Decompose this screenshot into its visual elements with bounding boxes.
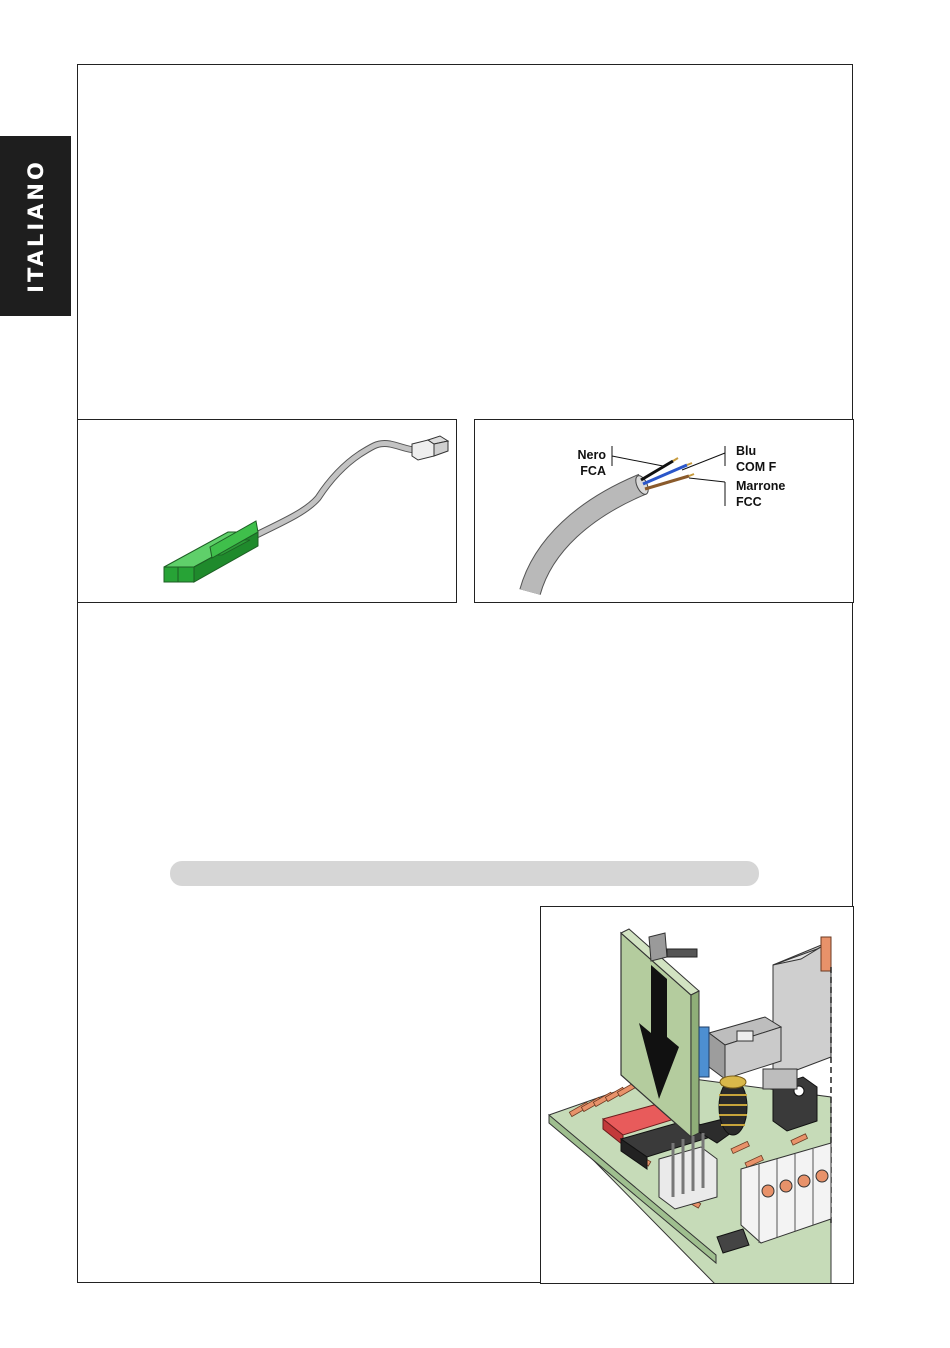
green-connector [164,521,258,582]
connector-figure-panel [77,419,457,603]
circuit-board-illustration [541,907,854,1284]
language-label: ITALIANO [23,159,48,293]
wire-color-diagram [475,420,855,604]
wire-black-signal-label: FCA [580,464,606,478]
board-figure-panel [540,906,854,1284]
coil [719,1076,747,1135]
white-plug [412,436,448,460]
section-separator-bar [170,861,759,886]
wire-blue-color-label: Blu [736,444,757,458]
wire-blue-signal-label: COM F [736,460,777,474]
wire-black-color-label: Nero [577,448,606,462]
wire-brown-signal-label: FCC [736,495,762,509]
language-side-tab [0,136,71,316]
wire-brown-color-label: Marrone [736,479,786,493]
green-connector-illustration [78,420,458,604]
wire-color-figure-panel [474,419,854,603]
